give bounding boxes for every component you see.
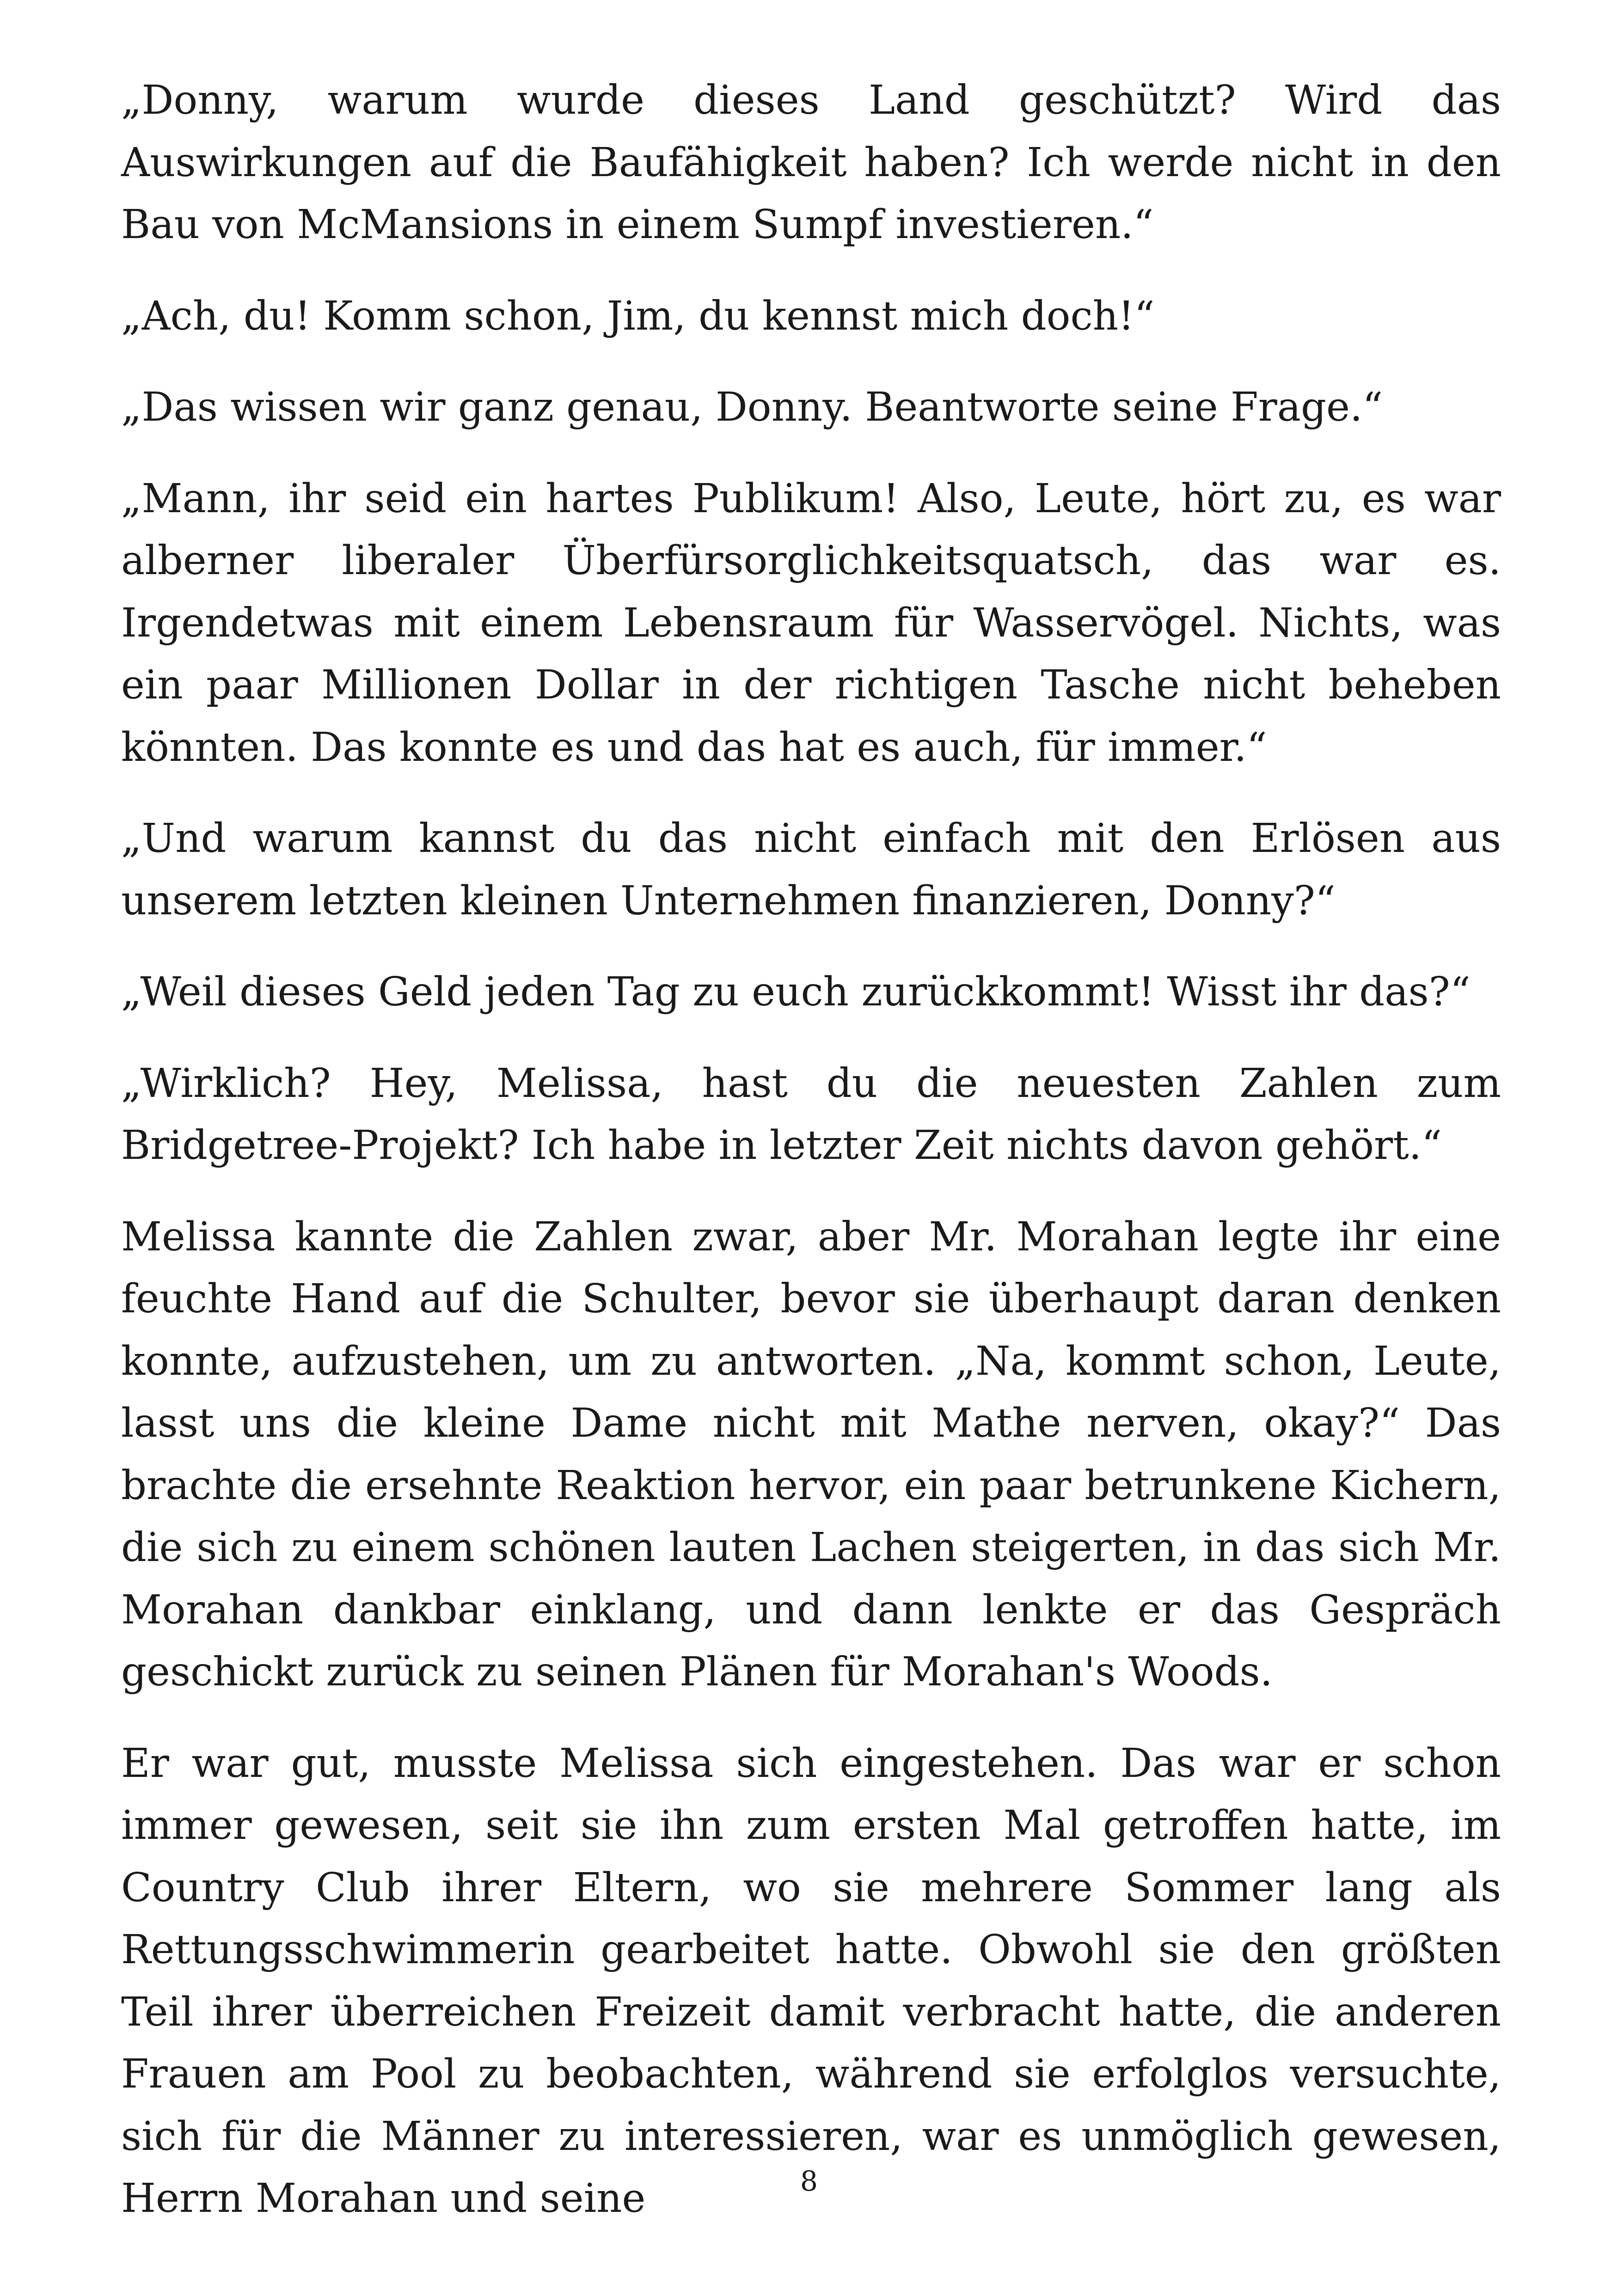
page-number: 8 <box>800 2165 818 2198</box>
paragraph: Melissa kannte die Zahlen zwar, aber Mr. Morahan legte ihr eine feuchte Hand auf die Schulter, bevor sie überhaupt daran denken konnte, aufzustehen, um zu antworten. „Na, kommt schon, Leute, lasst uns die kleine Dame nicht mit Mathe nerven, okay?“ Das brachte die ersehnte Reaktion hervor, ein paar betrunkene Kichern, die sich zu einem schönen lauten Lachen steigerten, in das sich Mr. Morahan dankbar einklang, und dann lenkte er das Gespräch geschickt zurück zu seinen Plänen für Morahan's Woods. <box>121 1213 1501 1695</box>
paragraph: „Ach, du! Komm schon, Jim, du kennst mich doch!“ <box>121 293 1155 339</box>
paragraph: „Wirklich? Hey, Melissa, hast du die neuesten Zahlen zum Bridgetree-Projekt? Ich habe in letzter Zeit nichts davon gehört.“ <box>121 1060 1501 1169</box>
paragraph: „Und warum kannst du das nicht einfach mit den Erlösen aus unserem letzten kleinen Unternehmen finanzieren, Donny?“ <box>121 815 1501 924</box>
paragraph: „Mann, ihr seid ein hartes Publikum! Also, Leute, hört zu, es war alberner liberaler Überfürsorglichkeitsquatsch, das war es. Irgendetwas mit einem Lebensraum für Wasservögel. Nichts, was ein paar Millionen Dollar in der richtigen Tasche nicht beheben könnten. Das konnte es und das hat es auch, für immer.“ <box>121 475 1501 771</box>
body-text <box>121 69 1501 2230</box>
paragraph: Er war gut, musste Melissa sich eingestehen. Das war er schon immer gewesen, seit sie ihn zum ersten Mal getroffen hatte, im Country Club ihrer Eltern, wo sie mehrere Sommer lang als Rettungsschwimmerin gearbeitet hatte. Obwohl sie den größten Teil ihrer überreichen Freizeit damit verbracht hatte, die anderen Frauen am Pool zu beobachten, während sie erfolglos versuchte, sich für die Männer zu interessieren, war es unmöglich gewesen, Herrn Morahan und seine <box>121 1740 1501 2222</box>
paragraph: „Donny, warum wurde dieses Land geschützt? Wird das Auswirkungen auf die Baufähigkeit haben? Ich werde nicht in den Bau von McMansions in einem Sumpf investieren.“ <box>121 77 1501 248</box>
paragraph: „Das wissen wir ganz genau, Donny. Beantworte seine Frage.“ <box>121 384 1383 430</box>
paragraph: „Weil dieses Geld jeden Tag zu euch zurückkommt! Wisst ihr das?“ <box>121 969 1471 1015</box>
